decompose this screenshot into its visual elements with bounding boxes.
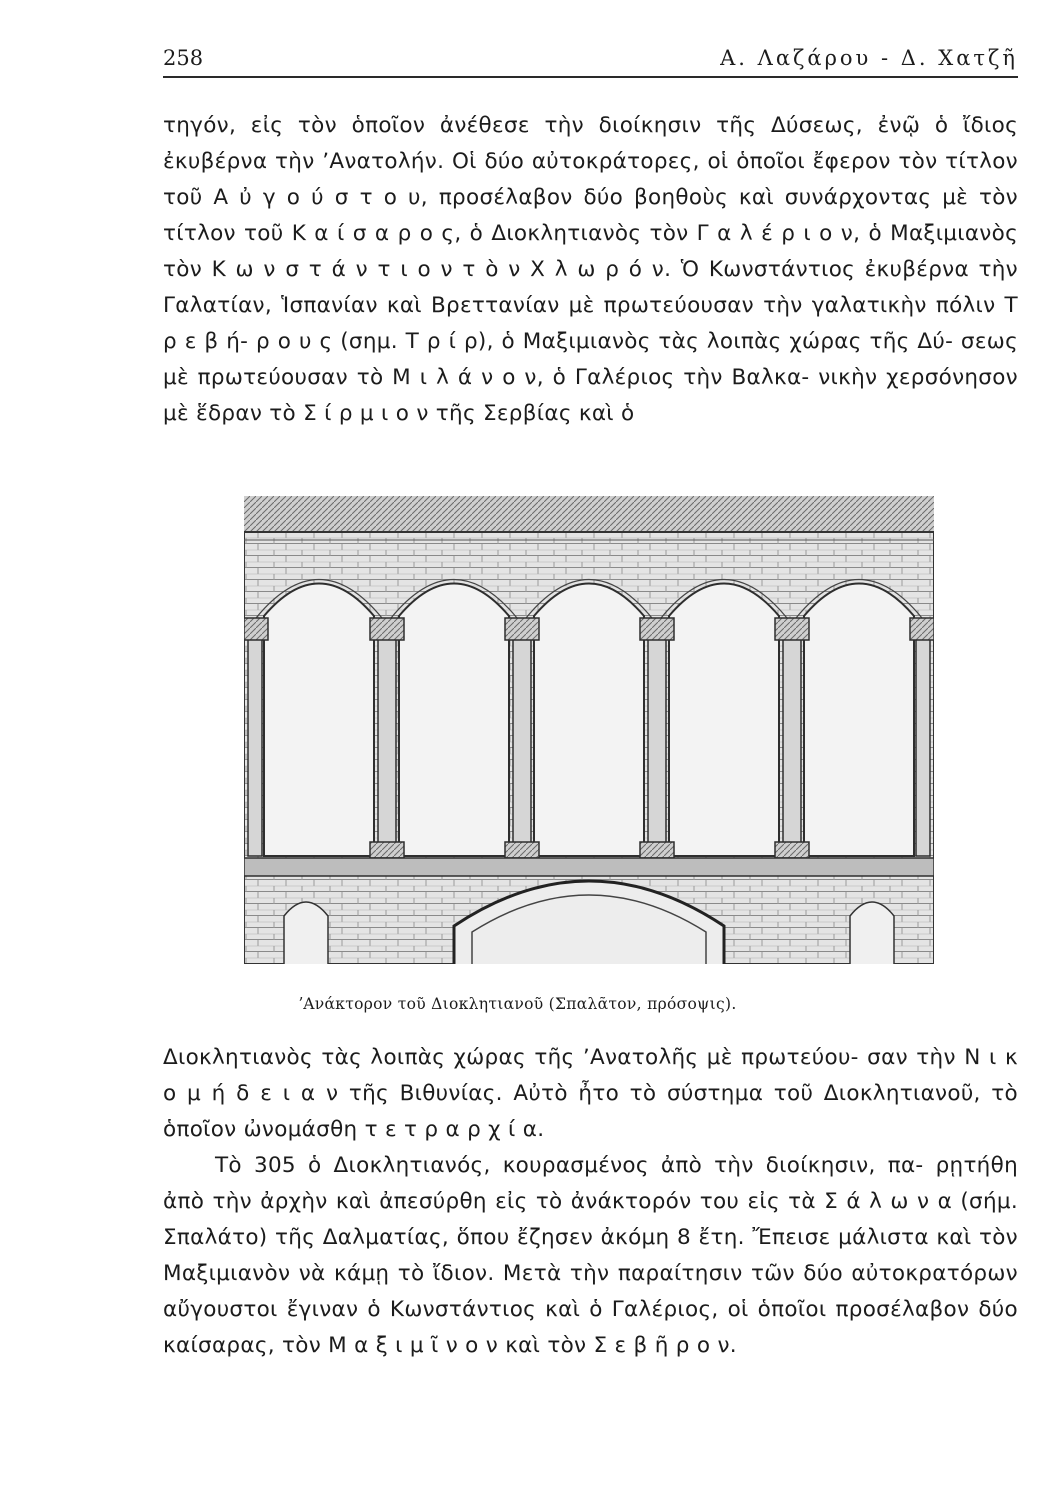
body-text-bottom	[163, 1040, 1018, 1364]
palace-engraving	[244, 496, 934, 964]
paragraph: Διοκλητιανὸς τὰς λοιπὰς χώρας τῆς ʼΑνατολῆς μὲ πρωτεύου- σαν τὴν Ν ι κ ο μ ή δ ε ι α ν τῆς Βιθυνίας. Αὐτὸ ἦτο τὸ σύστημα τοῦ Διοκλητιανοῦ, τὸ ὁποῖον ὠνομάσθη τ ε τ ρ α ρ χ ί α.	[163, 1045, 1018, 1142]
paragraph: Τὸ 305 ὁ Διοκλητιανός, κουρασμένος ἀπὸ τὴν διοίκησιν, πα- ρῃτήθη ἀπὸ τὴν ἀρχὴν καὶ ἀπεσύρθη εἰς τὸ ἀνάκτορόν του εἰς τὰ Σ ά λ ω ν α (σήμ. Σπαλάτο) τῆς Δαλματίας, ὅπου ἔζησεν ἀκόμη 8 ἔτη. Ἔπεισε μάλιστα καὶ τὸν Μαξιμιανὸν νὰ κάμῃ τὸ ἴδιον. Μετὰ τὴν παραίτησιν τῶν δύο αὐτοκρατόρων αὔγουστοι ἔγιναν ὁ Κωνστάντιος καὶ ὁ Γαλέριος, οἱ ὁποῖοι προσέλαβον δύο καίσαρας, τὸν Μ α ξ ι μ ῖ ν ο ν καὶ τὸν Σ ε β ῆ ρ ο ν.	[163, 1153, 1018, 1358]
paragraph: τηγόν, εἰς τὸν ὁποῖον ἀνέθεσε τὴν διοίκησιν τῆς Δύσεως, ἐνῷ ὁ ἴδιος ἐκυβέρνα τὴν ʼΑνατολήν. Οἱ δύο αὐτοκράτορες, οἱ ὁποῖοι ἔφερον τὸν τίτλον τοῦ Α ὐ γ ο ύ σ τ ο υ, προσέλαβον δύο βοηθοὺς καὶ συνάρχοντας μὲ τὸν τίτλον τοῦ Κ α ί σ α ρ ο ς, ὁ Διοκλητιανὸς τὸν Γ α λ έ ρ ι ο ν, ὁ Μαξιμιανὸς τὸν Κ ω ν σ τ ά ν τ ι ο ν τ ὸ ν Χ λ ω ρ ό ν. Ὁ Κωνστάντιος ἐκυβέρνα τὴν Γαλατίαν, Ἱσπανίαν καὶ Βρεττανίαν μὲ πρωτεύουσαν τὴν γαλατικὴν πόλιν Τ ρ ε β ή- ρ ο υ ς (σημ. Τ ρ ί ρ), ὁ Μαξιμιανὸς τὰς λοιπὰς χώρας τῆς Δύ- σεως μὲ πρωτεύουσαν τὸ Μ ι λ ά ν ο ν, ὁ Γαλέριος τὴν Βαλκα- νικὴν χερσόνησον μὲ ἕδραν τὸ Σ ί ρ μ ι ο ν τῆς Σερβίας καὶ ὁ	[163, 113, 1018, 426]
header-rule	[163, 76, 1018, 78]
running-head: Α. Λαζάρου - Δ. Χατζῆ	[720, 46, 1018, 70]
figure-caption: ʼΑνάκτορον τοῦ Διοκλητιανοῦ (Σπαλᾶτον, πρόσοψις).	[298, 995, 737, 1013]
page-number: 258	[163, 46, 204, 70]
body-text-top	[163, 108, 1018, 432]
page-header	[163, 40, 1018, 80]
